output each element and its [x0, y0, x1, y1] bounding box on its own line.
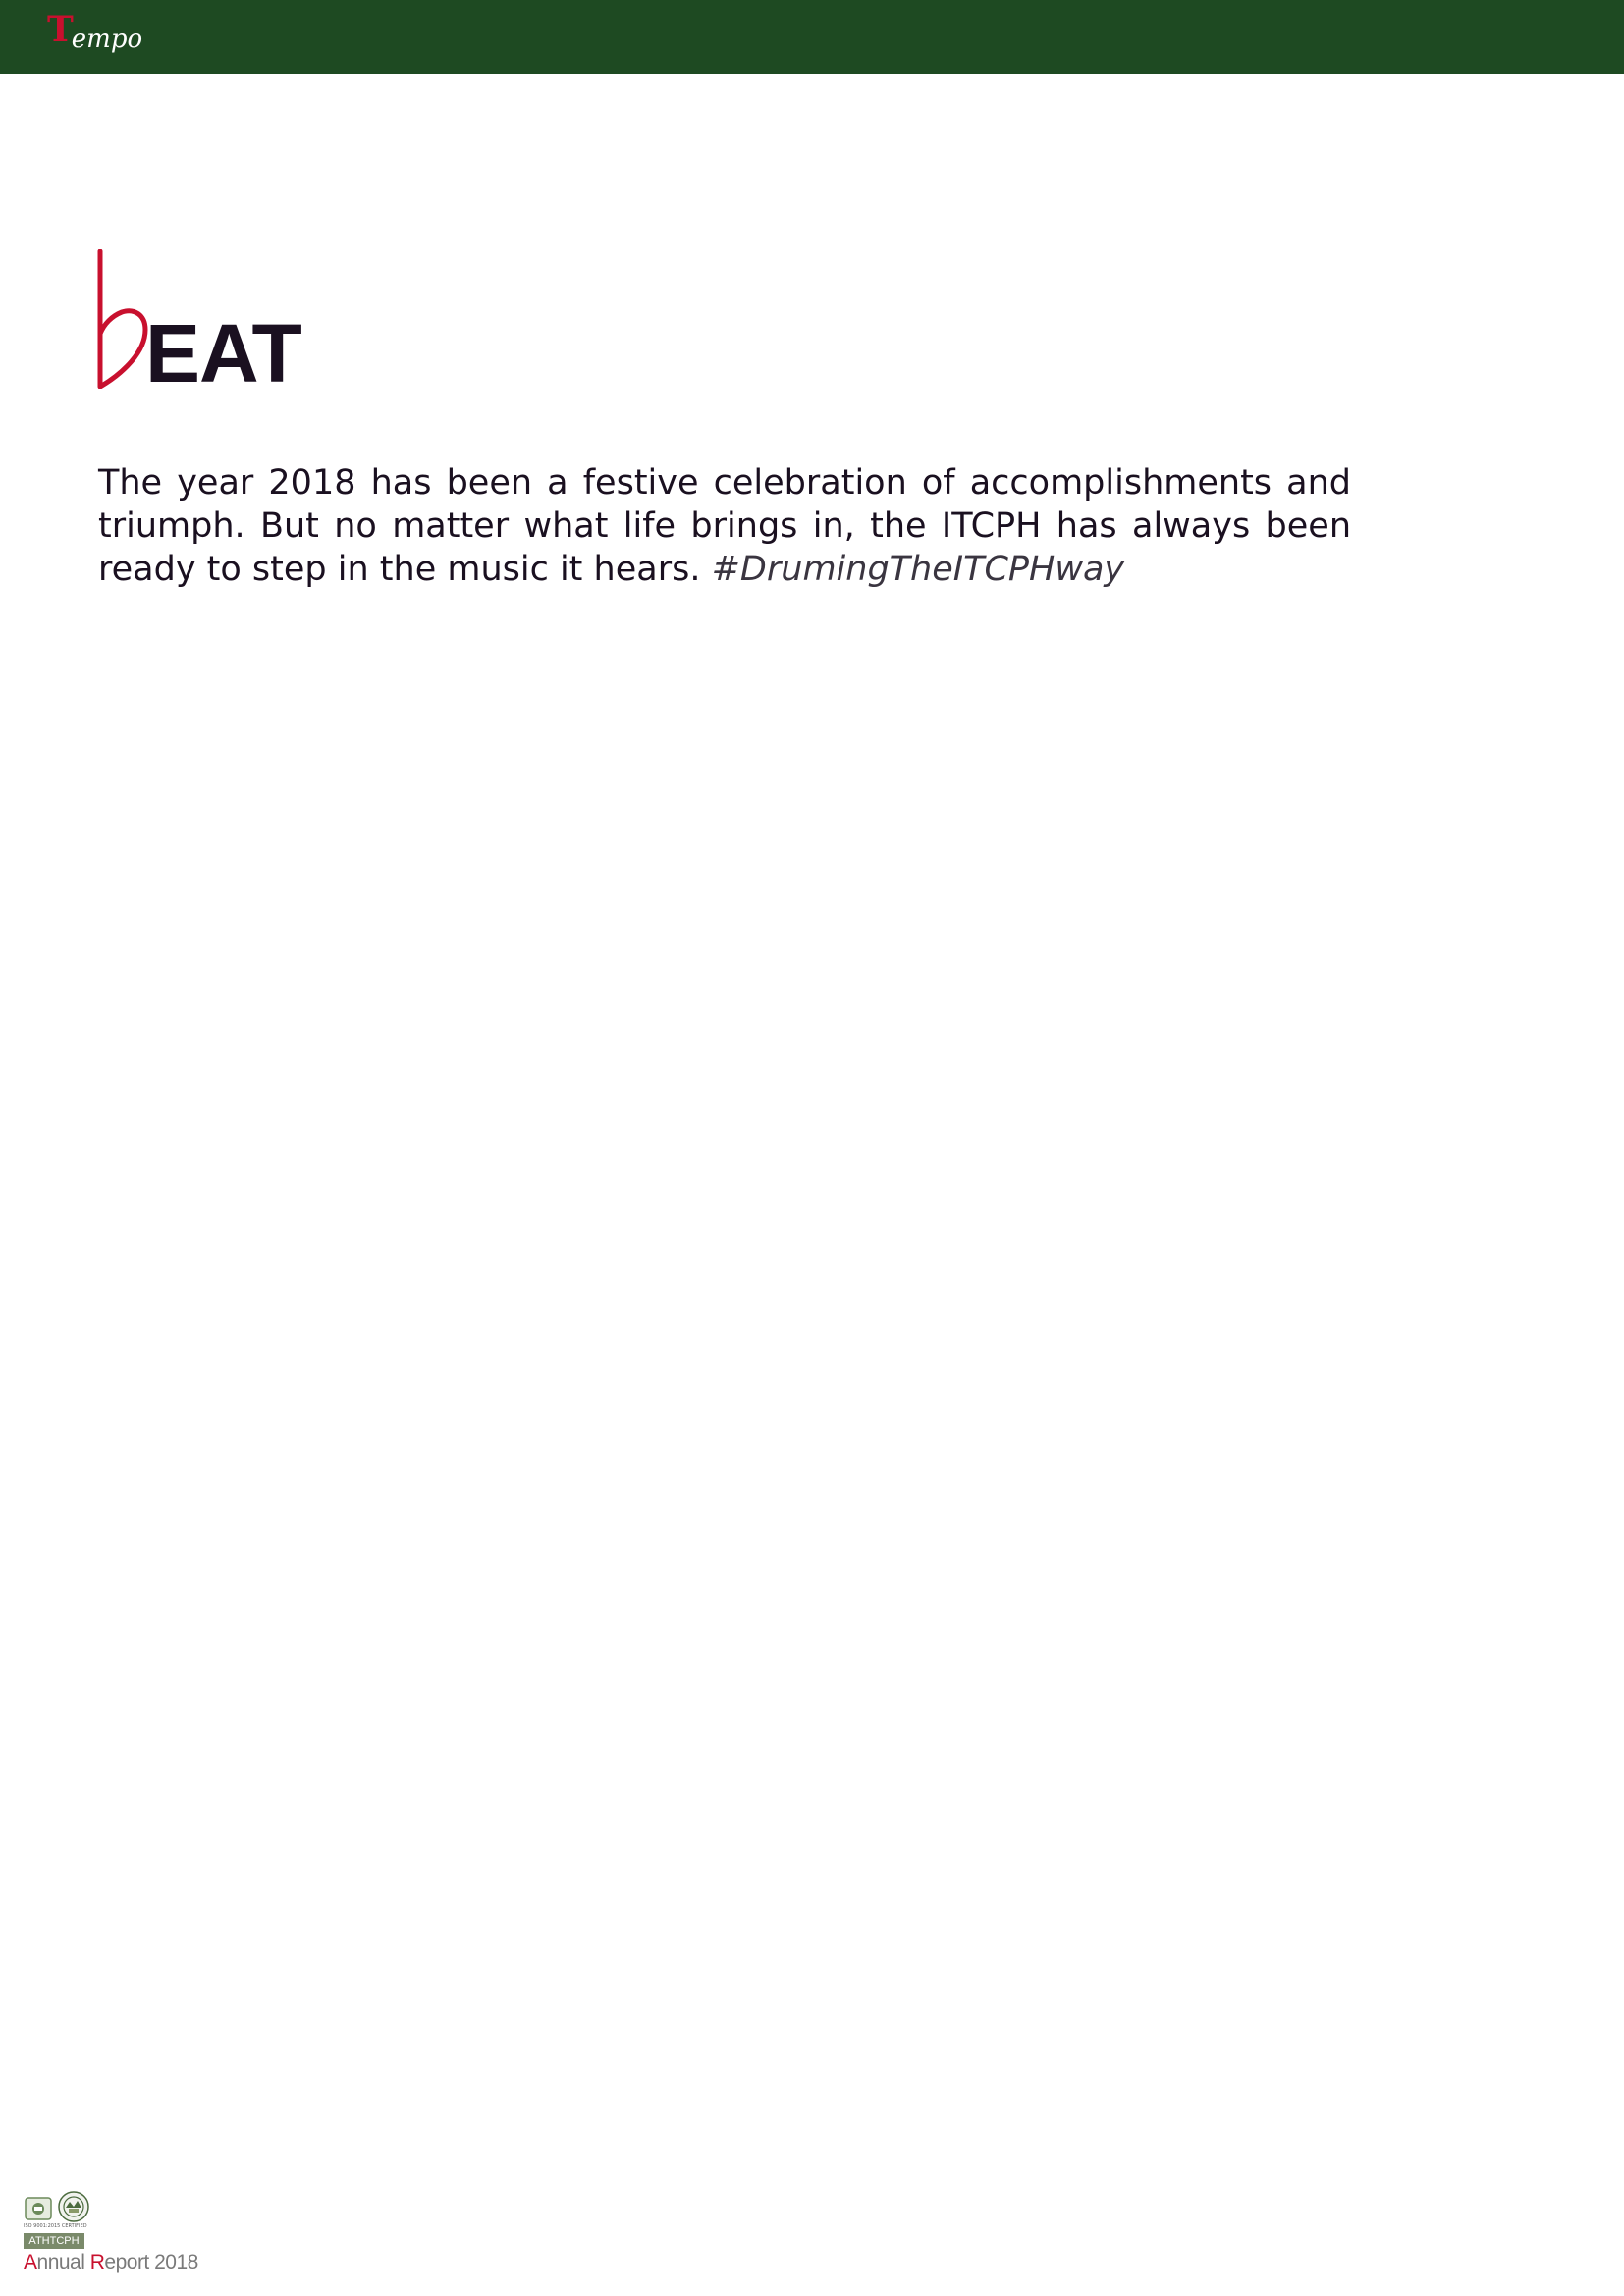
section-heading [94, 241, 301, 400]
report-word-report: eport [104, 2251, 155, 2273]
iso-logo-icon [24, 2194, 53, 2227]
brand-logo [47, 8, 142, 63]
intro-paragraph [98, 461, 1351, 591]
footer-logos [24, 2194, 220, 2227]
heading-text: EAT [145, 307, 301, 400]
logo-caption: ISO 9001:2015 CERTIFIED [24, 2223, 87, 2229]
brand-name: empo [71, 25, 143, 54]
brand-initial: T [47, 9, 74, 50]
page-footer [24, 2194, 220, 2282]
report-title [24, 2251, 198, 2274]
report-word-annual: nnual [36, 2251, 90, 2273]
hashtag: #DrumingTheITCPHway [711, 550, 1125, 589]
seal-logo-icon [57, 2190, 90, 2227]
music-flat-icon [94, 249, 149, 389]
report-year: 2018 [154, 2251, 198, 2273]
org-badge: ATHTCPH [24, 2233, 84, 2249]
top-bar [0, 0, 1624, 74]
report-initial-r: R [89, 2251, 105, 2273]
report-initial-a: A [24, 2251, 37, 2273]
intro-text: The year 2018 has been a festive celebration of accomplishments and triumph. But no matter what life brings in, the ITCPH has always been ready to step in the music it hears. [98, 463, 1351, 589]
